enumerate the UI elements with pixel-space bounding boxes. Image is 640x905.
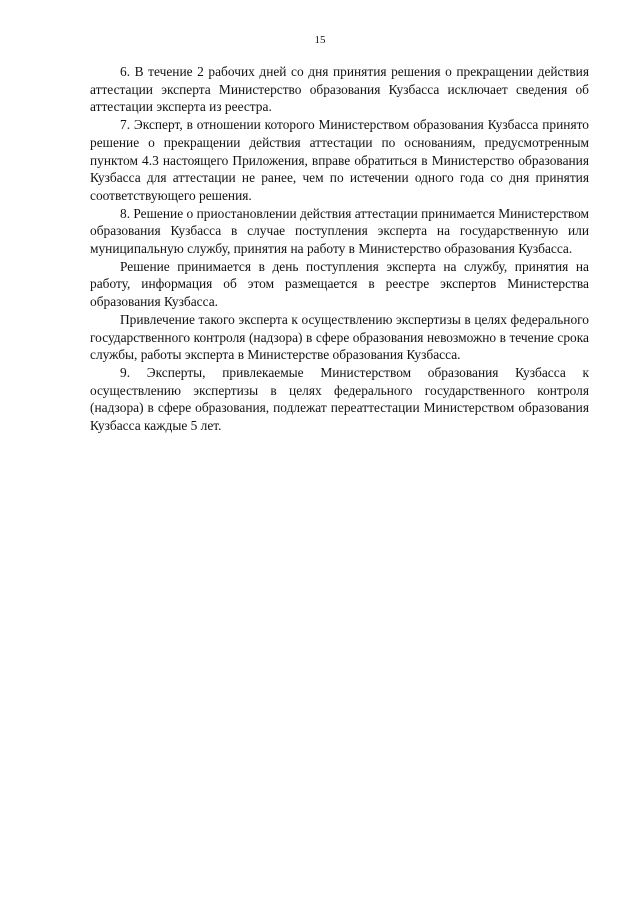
paragraph-expert-involvement: Привлечение такого эксперта к осуществлению экспертизы в целях федерального государственного контроля (надзора) в сфере образования невозможно в течение срока службы, работы эксперта в Министерстве образования Кузбасса.: [90, 311, 589, 363]
paragraph-item-8: 8. Решение о приостановлении действия аттестации принимается Министерством образования Кузбасса в случае поступления эксперта на государственную или муниципальную службу, принятия на работу в Министерство образования Кузбасса.: [90, 205, 589, 257]
paragraph-item-6: 6. В течение 2 рабочих дней со дня принятия решения о прекращении действия аттестации эксперта Министерство образования Кузбасса исключает сведения об аттестации эксперта из реестра.: [90, 64, 589, 115]
paragraph-item-7: 7. Эксперт, в отношении которого Министерством образования Кузбасса принято решение о прекращении действия аттестации по основаниям, предусмотренным пунктом 4.3 настоящего Приложения, вправе обратиться в Министерство образования Кузбасса для аттестации не ранее, чем по истечении одного года со дня принятия соответствующего решения.: [90, 117, 589, 203]
page-number: 15: [314, 34, 326, 46]
paragraph-item-9: 9. Эксперты, привлекаемые Министерством образования Кузбасса к осуществлению экспертизы в целях федерального государственного контроля (надзора) в сфере образования, подлежат переаттестации Министерством образования Кузбасса каждые 5 лет.: [90, 364, 589, 434]
document-body: [90, 63, 589, 435]
paragraph-decision-timing: Решение принимается в день поступления эксперта на службу, принятия на работу, информация об этом размещается в реестре экспертов Министерства образования Кузбасса.: [90, 258, 589, 310]
